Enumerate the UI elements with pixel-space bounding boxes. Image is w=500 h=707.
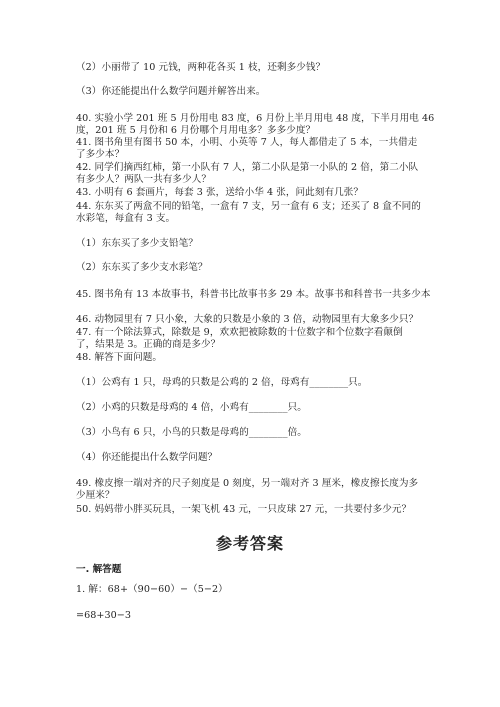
q49-line2: 少厘米？ — [76, 490, 115, 501]
q44-line2: 水彩笔，每盒有 3 支。 — [76, 213, 176, 224]
q41-line1: 41. 图书角里有图书 50 本，小明、小英等 7 人，每人都借走了 5 本，一共借走 — [76, 137, 418, 148]
q48-part3: （3）小鸟有 6 只，小鸟的只数是母鸡的________倍。 — [76, 427, 307, 438]
q48-line1: 48. 解答下面问题。 — [76, 352, 163, 363]
answers-section-heading: 一. 解答题 — [76, 564, 122, 575]
q44-line1: 44. 东东买了两盒不同的铅笔，一盒有 7 支，另一盒有 6 支；还买了 8 盒不同的 — [76, 201, 421, 212]
q44-part2: （2）东东买了多少支水彩笔？ — [76, 262, 208, 273]
q50-line1: 50. 妈妈带小胖买玩具，一架飞机 43 元，一只皮球 27 元，一共要付多少元？ — [76, 504, 412, 515]
q48-part1: （1）公鸡有 1 只，母鸡的只数是公鸡的 2 倍，母鸡有________只。 — [76, 377, 368, 388]
q43-line1: 43. 小明有 6 套画片，每套 3 张，送给小华 4 张，问此刻有几张？ — [76, 187, 364, 198]
q41-line2: 了多少本？ — [76, 149, 125, 160]
q46-line1: 46. 动物园里有 7 只小象，大象的只数是小象的 3 倍，动物园里有大象多少只？ — [76, 314, 419, 325]
answer-1-line1: 1. 解：68+（90−60）−（5−2） — [76, 584, 228, 595]
q45-line1: 45. 图书角有 13 本故事书，科普书比故事书多 29 本。故事书和科普书一共多少本 — [76, 289, 431, 300]
answer-1-line2: =68+30−3 — [76, 610, 132, 621]
q47-line2: 了，结果是 3。正确的商是多少？ — [76, 339, 221, 350]
q39-part3: （3）你还能提出什么数学问题并解答出来。 — [76, 86, 266, 97]
q40-line2: 度，201 班 5 月份和 6 月份哪个月用电多？多多少度？ — [76, 125, 316, 136]
q42-line1: 42. 同学们摘西红柿，第一小队有 7 人，第二小队是第一小队的 2 倍，第二小队 — [76, 162, 419, 173]
q39-part2: （2）小丽带了 10 元钱，两种花各买 1 枝，还剩多少钱？ — [76, 62, 326, 73]
q48-part2: （2）小鸡的只数是母鸡的 4 倍，小鸡有________只。 — [76, 402, 307, 413]
q42-line2: 有多少人？两队一共有多少人？ — [76, 174, 212, 185]
q49-line1: 49. 橡皮擦一端对齐的尺子刻度是 0 刻度，另一端对齐 3 厘米，橡皮擦长度为多 — [76, 478, 419, 489]
q40-line1: 40. 实验小学 201 班 5 月份用电 83 度，6 月份上半月用电 48 度，下半月用电 46 — [76, 113, 435, 124]
q44-part1: （1）东东买了多少支铅笔？ — [76, 238, 198, 249]
q47-line1: 47. 有一个除法算式，除数是 9，欢欢把被除数的十位数字和个位数字看颠倒 — [76, 327, 403, 338]
answers-title: 参考答案 — [215, 534, 284, 553]
q48-part4: （4）你还能提出什么数学问题？ — [76, 452, 218, 463]
